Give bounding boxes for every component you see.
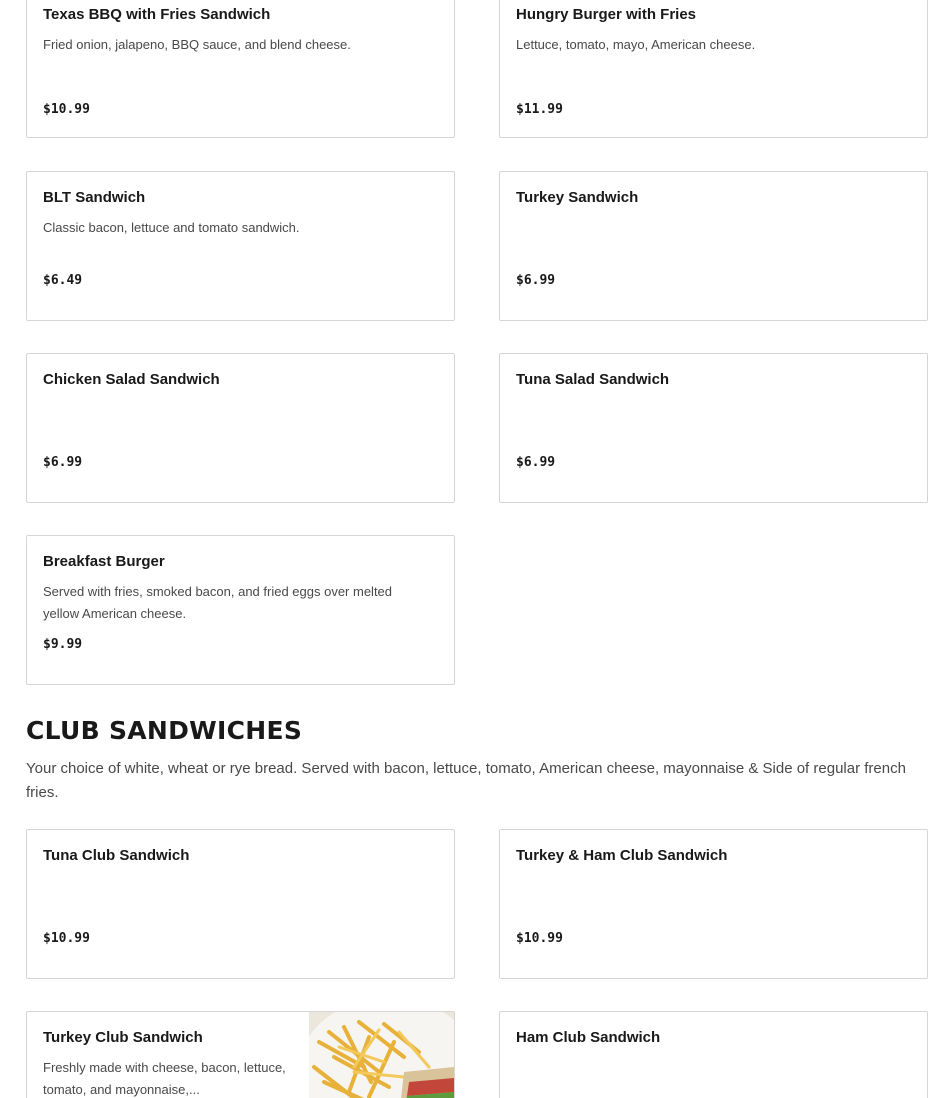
menu-item-name: Turkey Sandwich <box>516 189 639 206</box>
menu-item-description: Classic bacon, lettuce and tomato sandwich. <box>43 220 300 235</box>
menu-item-price: $6.99 <box>516 273 556 288</box>
menu-item-name: Texas BBQ with Fries Sandwich <box>43 6 271 23</box>
menu-item-card[interactable] <box>26 1011 455 1098</box>
menu-item-price: $9.99 <box>43 637 83 652</box>
menu-item-card[interactable] <box>26 829 455 979</box>
menu-item-name: Turkey Club Sandwich <box>43 1029 203 1046</box>
menu-item-description: Freshly made with cheese, bacon, lettuce, tomato, and mayonnaise,... <box>43 1060 286 1097</box>
menu-item-price: $10.99 <box>43 102 90 117</box>
menu-item-card[interactable] <box>499 171 928 321</box>
menu-item-card[interactable] <box>499 0 928 138</box>
menu-item-name: Chicken Salad Sandwich <box>43 371 220 388</box>
section-description: Your choice of white, wheat or rye bread. Served with bacon, lettuce, tomato, American cheese, mayonnaise & Side of regular french fries. <box>26 760 906 801</box>
menu-item-card[interactable] <box>26 171 455 321</box>
menu-item-card[interactable] <box>499 829 928 979</box>
menu-item-name: Turkey & Ham Club Sandwich <box>516 847 728 864</box>
menu-item-price: $10.99 <box>43 931 90 946</box>
menu-item-price: $6.49 <box>43 273 83 288</box>
sandwich-fries-image <box>309 1012 454 1098</box>
menu-item-name: Breakfast Burger <box>43 553 165 570</box>
menu-item-card[interactable] <box>26 0 455 138</box>
menu-item-description: Lettuce, tomato, mayo, American cheese. <box>516 37 756 52</box>
menu-item-name: Hungry Burger with Fries <box>516 6 697 23</box>
menu-item-description: Fried onion, jalapeno, BBQ sauce, and blend cheese. <box>43 37 351 52</box>
menu-item-card[interactable] <box>499 353 928 503</box>
menu-item-card[interactable] <box>26 353 455 503</box>
food-photo <box>309 1012 454 1098</box>
menu-item-name: Tuna Club Sandwich <box>43 847 190 864</box>
menu-item-card[interactable] <box>499 1011 928 1098</box>
menu-item-card[interactable] <box>26 535 455 685</box>
menu-item-name: Ham Club Sandwich <box>516 1029 661 1046</box>
section-title: CLUB SANDWICHES <box>26 716 303 745</box>
menu-item-price: $10.99 <box>516 931 563 946</box>
menu-item-price: $6.99 <box>43 455 83 470</box>
menu-item-description: Served with fries, smoked bacon, and fried eggs over melted yellow American cheese. <box>43 584 393 621</box>
menu-item-name: BLT Sandwich <box>43 189 146 206</box>
menu-item-price: $11.99 <box>516 102 563 117</box>
menu-item-price: $6.99 <box>516 455 556 470</box>
menu-item-name: Tuna Salad Sandwich <box>516 371 670 388</box>
